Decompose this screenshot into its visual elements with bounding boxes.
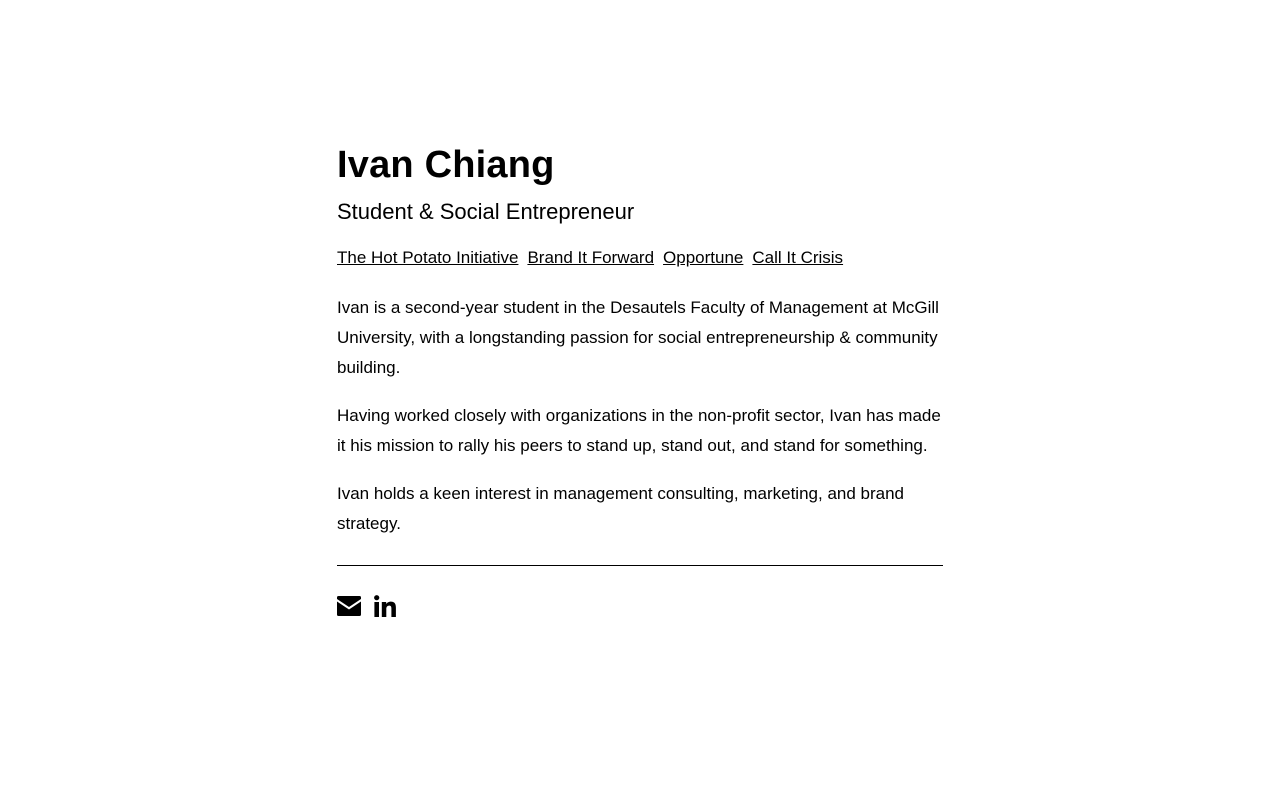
social-links (337, 594, 943, 618)
email-link[interactable] (337, 594, 361, 618)
link-brand-it-forward[interactable]: Brand It Forward (527, 248, 655, 267)
profile-card (337, 140, 943, 618)
linkedin-link[interactable] (373, 594, 397, 618)
bio-paragraph: Having worked closely with organizations in the non-profit sector, Ivan has made it his mission to rally his peers to stand up, stand out, and stand for something. (337, 406, 941, 455)
project-links (337, 245, 943, 271)
bio-paragraph: Ivan is a second-year student in the Desautels Faculty of Management at McGill University, with a longstanding passion for social entrepreneurship & community building. (337, 298, 939, 377)
bio (337, 293, 943, 539)
link-hot-potato-initiative[interactable]: The Hot Potato Initiative (337, 248, 519, 267)
link-call-it-crisis[interactable]: Call It Crisis (752, 248, 844, 267)
linkedin-icon (374, 595, 396, 617)
page-title: Ivan Chiang (337, 144, 555, 186)
subtitle: Student & Social Entrepreneur (337, 199, 635, 224)
link-opportune[interactable]: Opportune (663, 248, 744, 267)
divider (337, 565, 943, 566)
envelope-icon (337, 596, 361, 616)
bio-paragraph: Ivan holds a keen interest in management consulting, marketing, and brand strategy. (337, 484, 905, 533)
